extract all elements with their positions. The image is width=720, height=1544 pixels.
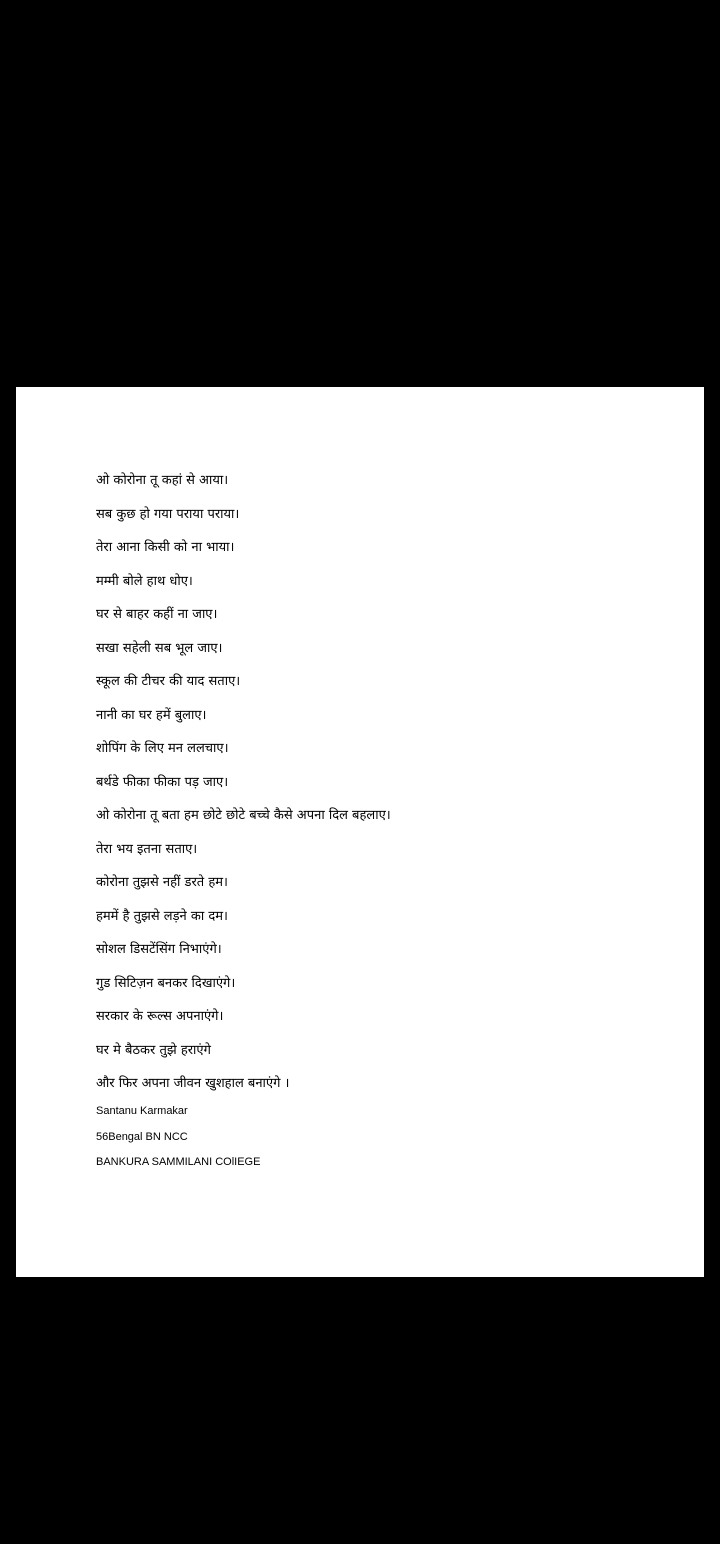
poem-line: कोरोना तुझसे नहीं डरते हम। — [96, 875, 228, 890]
poem-line: नानी का घर हमें बुलाए। — [96, 707, 207, 723]
poem-line: घर मे बैठकर तुझे हराएंगे — [96, 1042, 211, 1058]
poem-line: मम्मी बोले हाथ धोए। — [96, 573, 193, 589]
poem-line: सखा सहेली सब भूल जाए। — [96, 640, 223, 656]
poem-line: हममें है तुझसे लड़ने का दम। — [96, 908, 228, 924]
poem-line: स्कूल की टीचर की याद सताए। — [96, 674, 241, 689]
poem-line: ओ कोरोना तू कहां से आया। — [96, 473, 229, 488]
document-page — [16, 387, 704, 1277]
author-name: Santanu Karmakar — [96, 1105, 188, 1117]
author-college: BANKURA SAMMILANI COlIEGE — [96, 1156, 261, 1168]
poem — [96, 467, 686, 1104]
author-unit: 56Bengal BN NCC — [96, 1130, 188, 1143]
poem-line: शोपिंग के लिए मन ललचाए। — [96, 741, 229, 756]
poem-line: और फिर अपना जीवन खुशहाल बनाएंगे । — [96, 1076, 290, 1091]
poem-line: तेरा भय इतना सताए। — [96, 841, 198, 857]
poem-line: सोशल डिसटेंसिंग निभाएंगे। — [96, 942, 222, 957]
poem-line: बर्थडे फीका फीका पड़ जाए। — [96, 774, 229, 790]
poem-line: गुड सिटिज़न बनकर दिखाएंगे। — [96, 975, 236, 991]
poem-line: सरकार के रूल्स अपनाएंगे। — [96, 1009, 224, 1024]
poem-line: सब कुछ हो गया पराया पराया। — [96, 506, 240, 522]
author-signature — [96, 1101, 686, 1178]
poem-line: ओ कोरोना तू बता हम छोटे छोटे बच्चे कैसे अपना दिल बहलाए। — [96, 808, 391, 823]
poem-line: घर से बाहर कहीं ना जाए। — [96, 607, 218, 622]
poem-line: तेरा आना किसी को ना भाया। — [96, 540, 235, 555]
